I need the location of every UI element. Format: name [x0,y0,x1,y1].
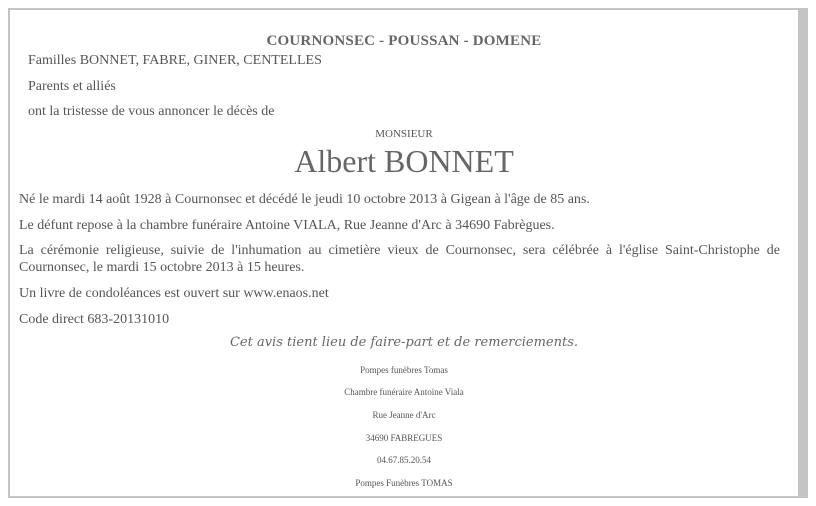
funeral-home-signature: Pompes Funèbres TOMAS [355,478,453,488]
street-address: Rue Jeanne d'Arc [372,410,436,420]
notice-statement: Cet avis tient lieu de faire-part et de remerciements. [229,335,579,350]
families-line: Familles BONNET, FABRE, GINER, CENTELLES [28,53,322,68]
direct-code-paragraph: Code direct 683-20131010 [19,312,170,327]
rest-place-paragraph: Le défunt repose à la chambre funéraire Antoine VIALA, Rue Jeanne d'Arc à 34690 Fabrègues. [19,218,555,233]
funeral-home-name: Pompes funèbres Tomas [360,365,448,375]
deceased-name: Albert BONNET [294,143,514,179]
birth-death-paragraph: Né le mardi 14 août 1928 à Cournonsec et décédé le jeudi 10 octobre 2013 à Gigean à l'âge de 85 ans. [19,192,590,207]
condolences-paragraph: Un livre de condoléances est ouvert sur www.enaos.net [19,286,329,301]
phone-number: 04.67.85.20.54 [377,455,431,465]
funeral-chamber-name: Chambre funéraire Antoine Viala [344,387,464,397]
relatives-line: Parents et alliés [28,79,116,94]
obituary-notice [10,10,798,496]
honorific: MONSIEUR [375,128,433,140]
city-address: 34690 FABREGUES [365,433,443,443]
notice-header: COURNONSEC - POUSSAN - DOMENE [266,33,542,49]
announcement-line: ont la tristesse de vous annoncer le décès de [28,104,275,119]
ceremony-paragraph: La cérémonie religieuse, suivie de l'inhumation au cimetière vieux de Cournonsec, sera célébrée à l'église Saint-Christophe de Cournonsec, le mardi 15 octobre 2013 à 15 heures. [19,243,780,275]
